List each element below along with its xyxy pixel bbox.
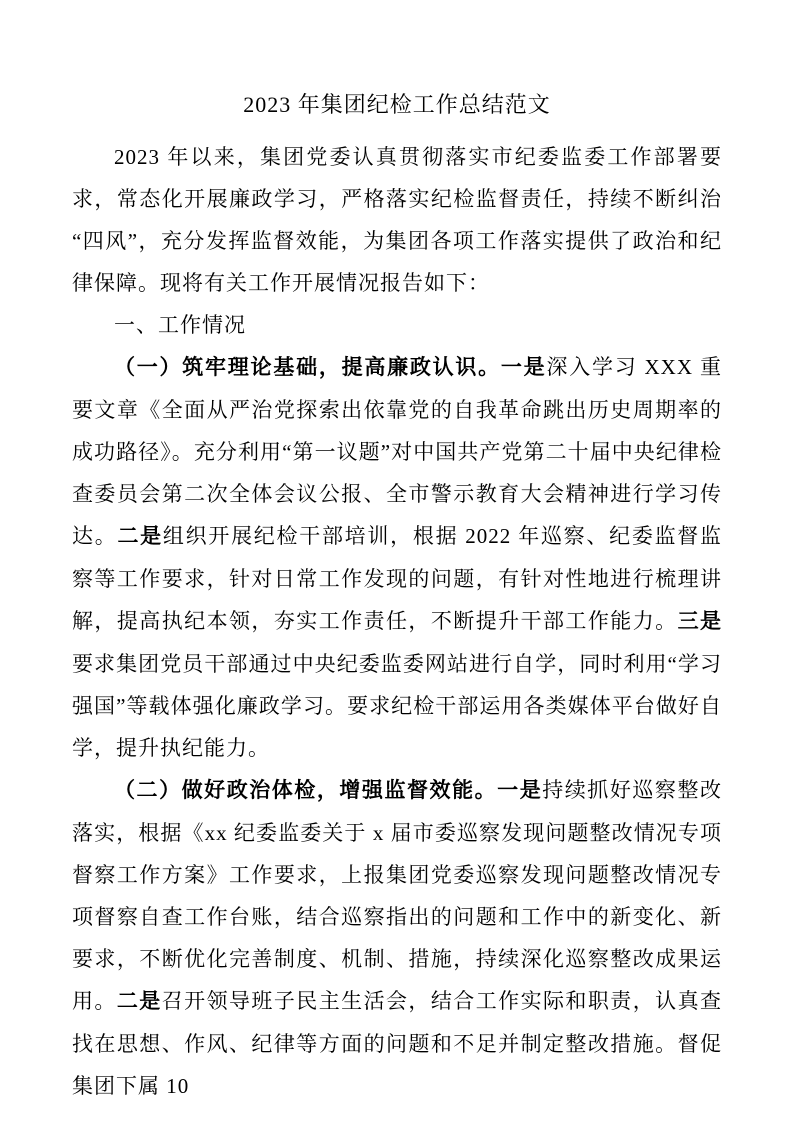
text-run: 持续抓好巡察整改落实，根据《xx 纪委监委关于 x 届市委巡察发现问题整改情况专项督察工作方案》工作要求，上报集团党委巡察发现问题整改情况专项督察自查工作台账，结合巡察指出的问题和工作中的新变化、新要求，不断优化完善制度、机制、措施，持续深化巡察整改成果运用。 [72, 778, 723, 1013]
text-run: 2023 年以来，集团党委认真贯彻落实市纪委监委工作部署要求，常态化开展廉政学习，严格落实纪检监督责任，持续不断纠治“四风”，充分发挥监督效能，为集团各项工作落实提供了政治和纪律保障。现将有关工作开展情况报告如下： [72, 145, 722, 295]
text-run: 召开领导班子民主生活会，结合工作实际和职责，认真查找在思想、作风、纪律等方面的问题和不足并制定整改措施。督促集团下属 10 [72, 989, 723, 1098]
text-run: 要求集团党员干部通过中央纪委监委网站进行自学，同时利用“学习强国”等载体强化廉政学习。要求纪检干部运用各类媒体平台做好自学，提升执纪能力。 [72, 652, 722, 760]
bold-text-run: （一）筑牢理论基础，提高廉政认识。一是 [114, 356, 547, 379]
section-heading [72, 304, 722, 346]
document-title: 2023 年集团纪检工作总结范文 [243, 92, 551, 117]
bold-text-run: 二是 [117, 525, 163, 548]
text-run: 一、工作情况 [114, 313, 246, 337]
paragraph [72, 769, 722, 1107]
text-run: 组织开展纪检干部培训，根据 2022 年巡察、纪委监督监察等工作要求，针对日常工作发现的问题，有针对性地进行梳理讲解，提高执纪本领，夯实工作责任，不断提升干部工作能力。 [72, 524, 723, 633]
document-body [72, 136, 722, 1107]
bold-text-run: 二是 [116, 990, 162, 1013]
paragraph [72, 346, 722, 769]
text-run: 深入学习 XXX 重要文章《全面从严治党探索出依靠党的自我革命跳出历史周期率的成功路径》。充分利用“第一议题”对中国共产党第二十届中央纪律检查委员会第二次全体会议公报、全市警示教育大会精神进行学习传达。 [72, 355, 723, 548]
bold-text-run: 三是 [677, 610, 723, 633]
bold-text-run: （二）做好政治体检，增强监督效能。一是 [114, 779, 543, 802]
paragraph [72, 136, 722, 304]
